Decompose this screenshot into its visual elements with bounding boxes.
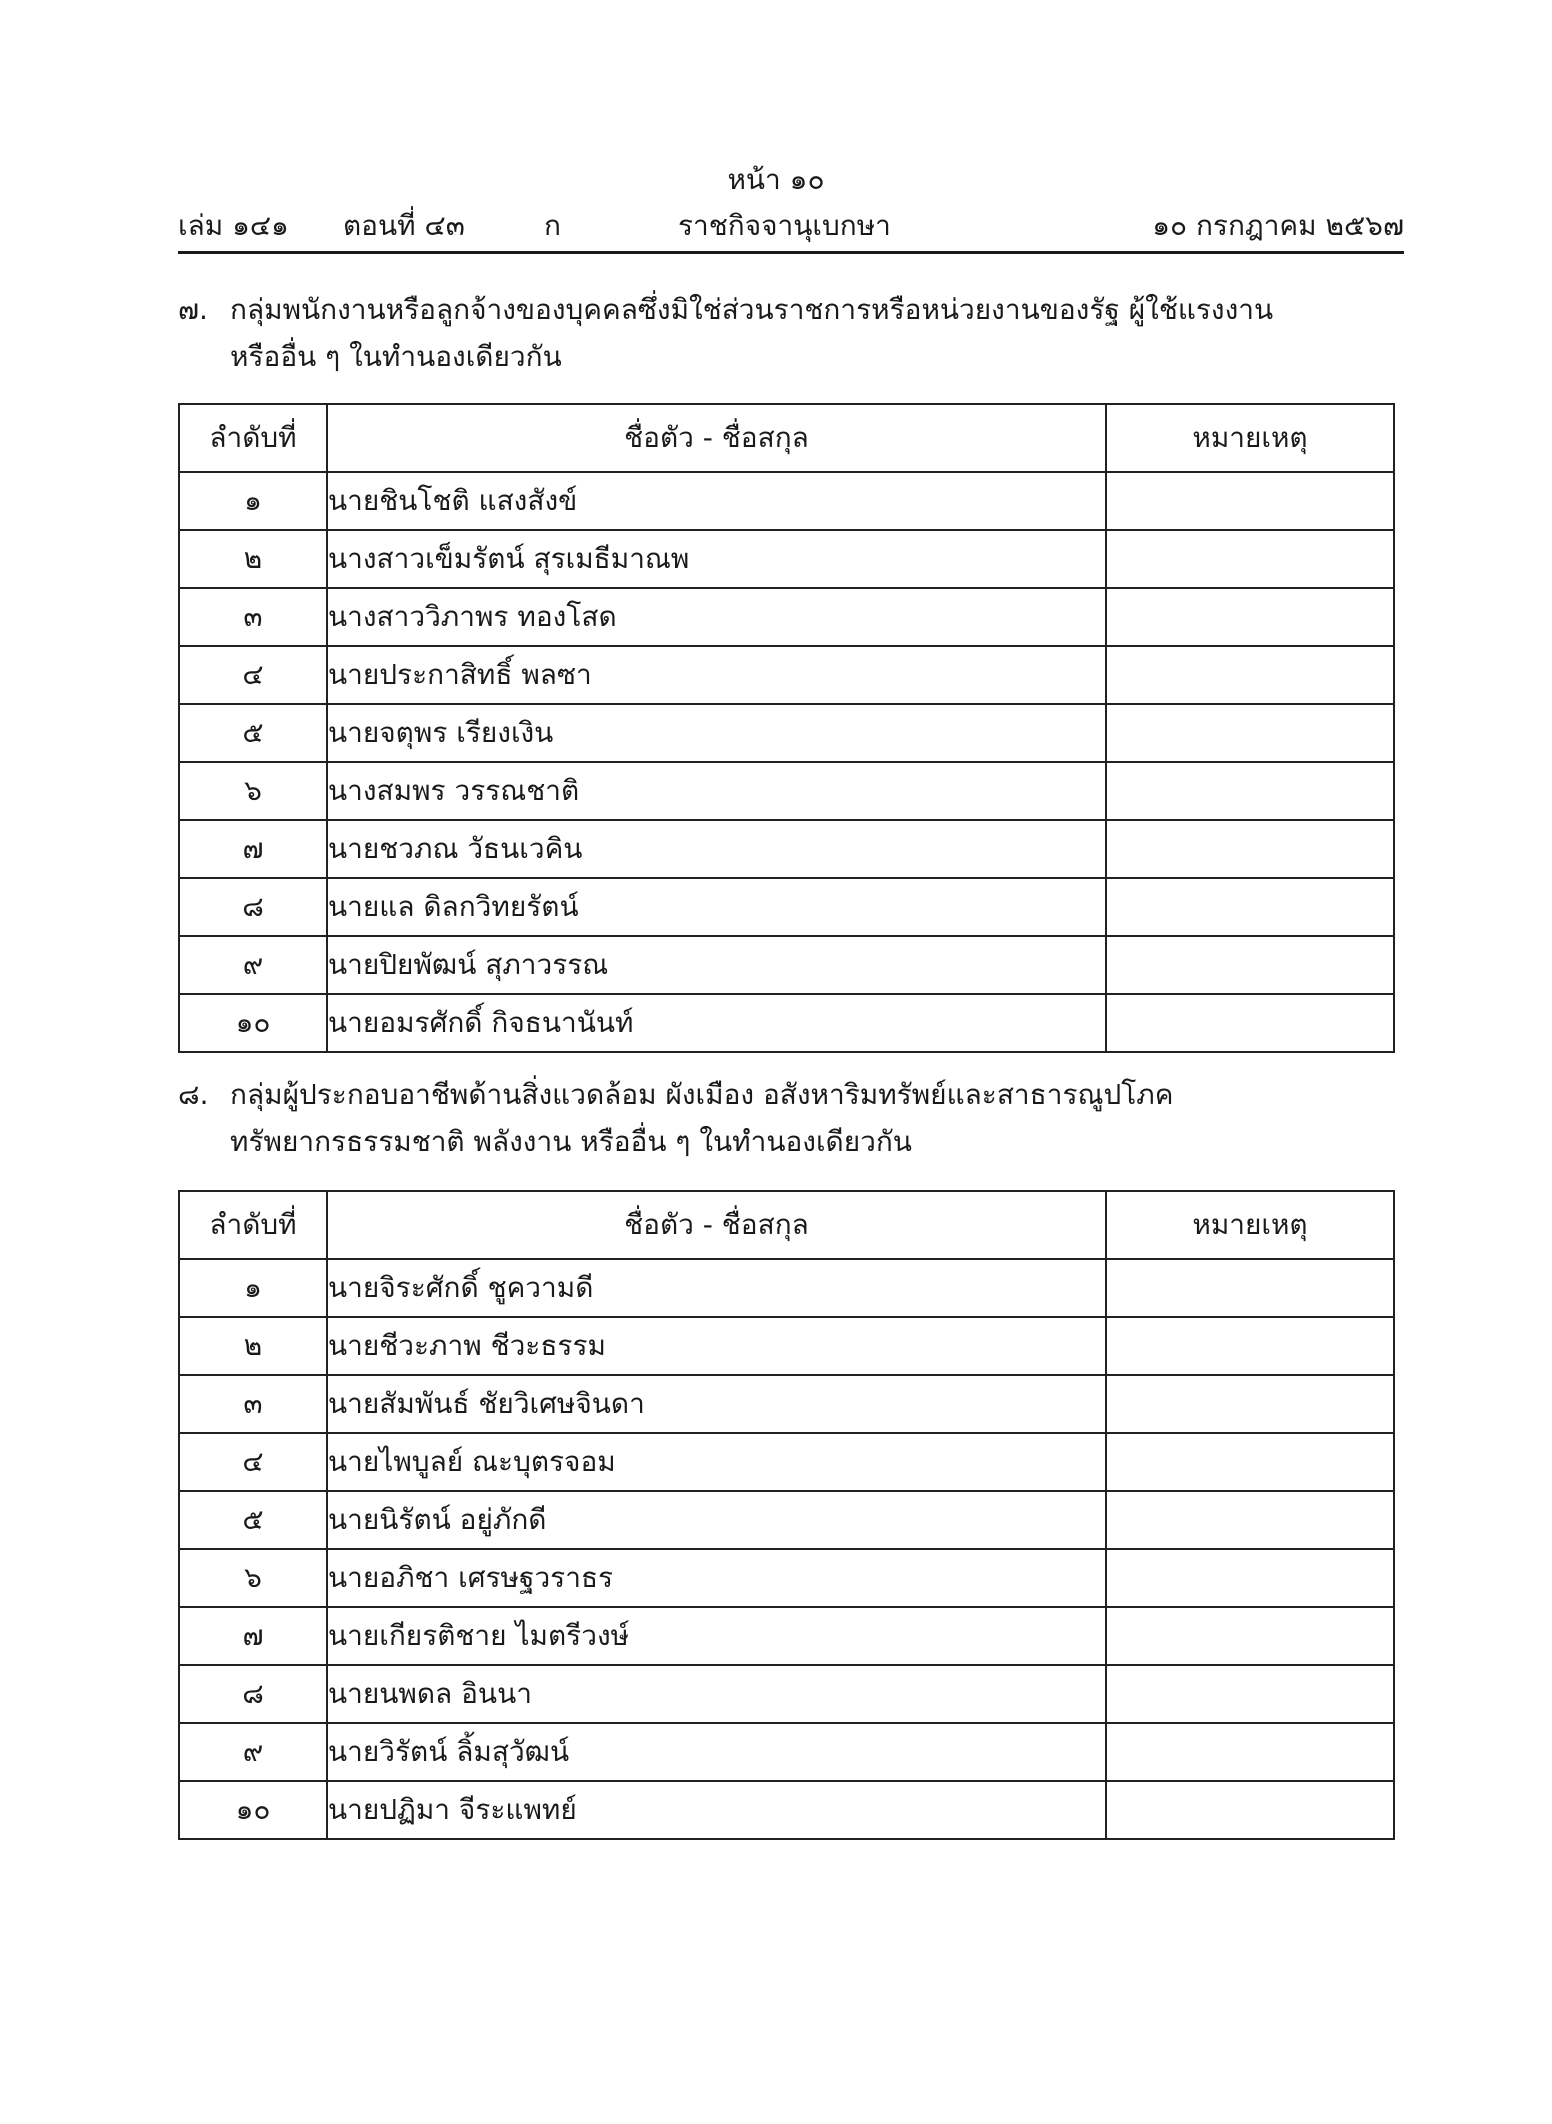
name-cell: นายจิระศักดิ์ ชูความดี (327, 1259, 1106, 1317)
column-header-name: ชื่อตัว - ชื่อสกุล (327, 1191, 1106, 1259)
column-header-name: ชื่อตัว - ชื่อสกุล (327, 404, 1106, 472)
name-cell: นายชวภณ วัธนเวคิน (327, 820, 1106, 878)
note-cell (1106, 936, 1394, 994)
row-number-cell: ๖ (179, 1549, 327, 1607)
row-number-cell: ๙ (179, 1723, 327, 1781)
note-cell (1106, 762, 1394, 820)
section-title-line-1: กลุ่มพนักงานหรือลูกจ้างของบุคคลซึ่งมิใช่ส่วนราชการหรือหน่วยงานของรัฐ ผู้ใช้แรงงาน (230, 293, 1274, 326)
table-row (179, 1317, 1394, 1375)
table-row (179, 994, 1394, 1052)
column-header-note: หมายเหตุ (1106, 1191, 1394, 1259)
table-row (179, 762, 1394, 820)
row-number-cell: ๕ (179, 1491, 327, 1549)
issue-label: ตอนที่ ๔๓ (343, 209, 465, 242)
row-number-cell: ๒ (179, 530, 327, 588)
row-number-cell: ๖ (179, 762, 327, 820)
table-row (179, 936, 1394, 994)
table-row (179, 1607, 1394, 1665)
table-row (179, 1491, 1394, 1549)
section-number: ๗. (178, 293, 208, 326)
section-number: ๘. (178, 1078, 209, 1111)
name-cell: นายจตุพร เรียงเงิน (327, 704, 1106, 762)
name-cell: นายอภิชา เศรษฐวราธร (327, 1549, 1106, 1607)
table-row (179, 878, 1394, 936)
row-number-cell: ๑ (179, 1259, 327, 1317)
note-cell (1106, 588, 1394, 646)
name-cell: นายแล ดิลกวิทยรัตน์ (327, 878, 1106, 936)
row-number-cell: ๘ (179, 1665, 327, 1723)
row-number-cell: ๑๐ (179, 994, 327, 1052)
section-title-line-2: ทรัพยากรธรรมชาติ พลังงาน หรืออื่น ๆ ในทำนองเดียวกัน (230, 1125, 912, 1158)
column-header-number: ลำดับที่ (179, 1191, 327, 1259)
row-number-cell: ๘ (179, 878, 327, 936)
name-cell: นายไพบูลย์ ณะบุตรจอม (327, 1433, 1106, 1491)
section-7-rows (179, 472, 1394, 1052)
note-cell (1106, 1607, 1394, 1665)
row-number-cell: ๓ (179, 1375, 327, 1433)
name-cell: นางสาววิภาพร ทองโสด (327, 588, 1106, 646)
section-letter: ก (544, 209, 561, 242)
name-cell: นายปฏิมา จีระแพทย์ (327, 1781, 1106, 1839)
gazette-header (178, 204, 1404, 250)
row-number-cell: ๗ (179, 820, 327, 878)
name-cell: นายประกาสิทธิ์ พลซา (327, 646, 1106, 704)
table-row (179, 704, 1394, 762)
row-number-cell: ๒ (179, 1317, 327, 1375)
table-row (179, 1549, 1394, 1607)
note-cell (1106, 1665, 1394, 1723)
row-number-cell: ๙ (179, 936, 327, 994)
note-cell (1106, 994, 1394, 1052)
name-cell: นายนพดล อินนา (327, 1665, 1106, 1723)
note-cell (1106, 878, 1394, 936)
table-row (179, 1259, 1394, 1317)
table-row (179, 588, 1394, 646)
note-cell (1106, 1781, 1394, 1839)
table-row (179, 1723, 1394, 1781)
name-cell: นายนิรัตน์ อยู่ภักดี (327, 1491, 1106, 1549)
issue-date: ๑๐ กรกฎาคม ๒๕๖๗ (1152, 209, 1404, 242)
note-cell (1106, 1375, 1394, 1433)
note-cell (1106, 472, 1394, 530)
table-header-row (179, 404, 1394, 472)
volume-label: เล่ม ๑๔๑ (178, 209, 289, 242)
row-number-cell: ๔ (179, 646, 327, 704)
table-row (179, 1665, 1394, 1723)
name-cell: นางสมพร วรรณชาติ (327, 762, 1106, 820)
section-8-table (178, 1190, 1395, 1840)
section-8-title (178, 1072, 1408, 1168)
note-cell (1106, 1549, 1394, 1607)
note-cell (1106, 820, 1394, 878)
table-row (179, 1433, 1394, 1491)
note-cell (1106, 530, 1394, 588)
name-cell: นายวิรัตน์ ลิ้มสุวัฒน์ (327, 1723, 1106, 1781)
table-row (179, 820, 1394, 878)
note-cell (1106, 1491, 1394, 1549)
row-number-cell: ๓ (179, 588, 327, 646)
page-number: หน้า ๑๐ (727, 163, 825, 196)
section-8-rows (179, 1259, 1394, 1839)
section-7-table (178, 403, 1395, 1053)
name-cell: นายปิยพัฒน์ สุภาวรรณ (327, 936, 1106, 994)
section-7-title (178, 287, 1408, 383)
row-number-cell: ๗ (179, 1607, 327, 1665)
table-row (179, 530, 1394, 588)
name-cell: นายอมรศักดิ์ กิจธนานันท์ (327, 994, 1106, 1052)
name-cell: นายเกียรติชาย ไมตรีวงษ์ (327, 1607, 1106, 1665)
note-cell (1106, 1259, 1394, 1317)
table-row (179, 472, 1394, 530)
row-number-cell: ๔ (179, 1433, 327, 1491)
section-title-line-1: กลุ่มผู้ประกอบอาชีพด้านสิ่งแวดล้อม ผังเมือง อสังหาริมทรัพย์และสาธารณูปโภค (230, 1078, 1174, 1111)
column-header-note: หมายเหตุ (1106, 404, 1394, 472)
table-row (179, 1375, 1394, 1433)
header-rule (178, 251, 1404, 254)
note-cell (1106, 1317, 1394, 1375)
name-cell: นายชินโชติ แสงสังข์ (327, 472, 1106, 530)
note-cell (1106, 704, 1394, 762)
name-cell: นางสาวเข็มรัตน์ สุรเมธีมาณพ (327, 530, 1106, 588)
note-cell (1106, 1433, 1394, 1491)
note-cell (1106, 646, 1394, 704)
table-row (179, 646, 1394, 704)
name-cell: นายสัมพันธ์ ชัยวิเศษจินดา (327, 1375, 1106, 1433)
row-number-cell: ๑๐ (179, 1781, 327, 1839)
row-number-cell: ๕ (179, 704, 327, 762)
table-row (179, 1781, 1394, 1839)
table-header-row (179, 1191, 1394, 1259)
row-number-cell: ๑ (179, 472, 327, 530)
name-cell: นายชีวะภาพ ชีวะธรรม (327, 1317, 1106, 1375)
publication-name: ราชกิจจานุเบกษา (678, 209, 891, 242)
section-title-line-2: หรืออื่น ๆ ในทำนองเดียวกัน (230, 340, 562, 373)
column-header-number: ลำดับที่ (179, 404, 327, 472)
note-cell (1106, 1723, 1394, 1781)
